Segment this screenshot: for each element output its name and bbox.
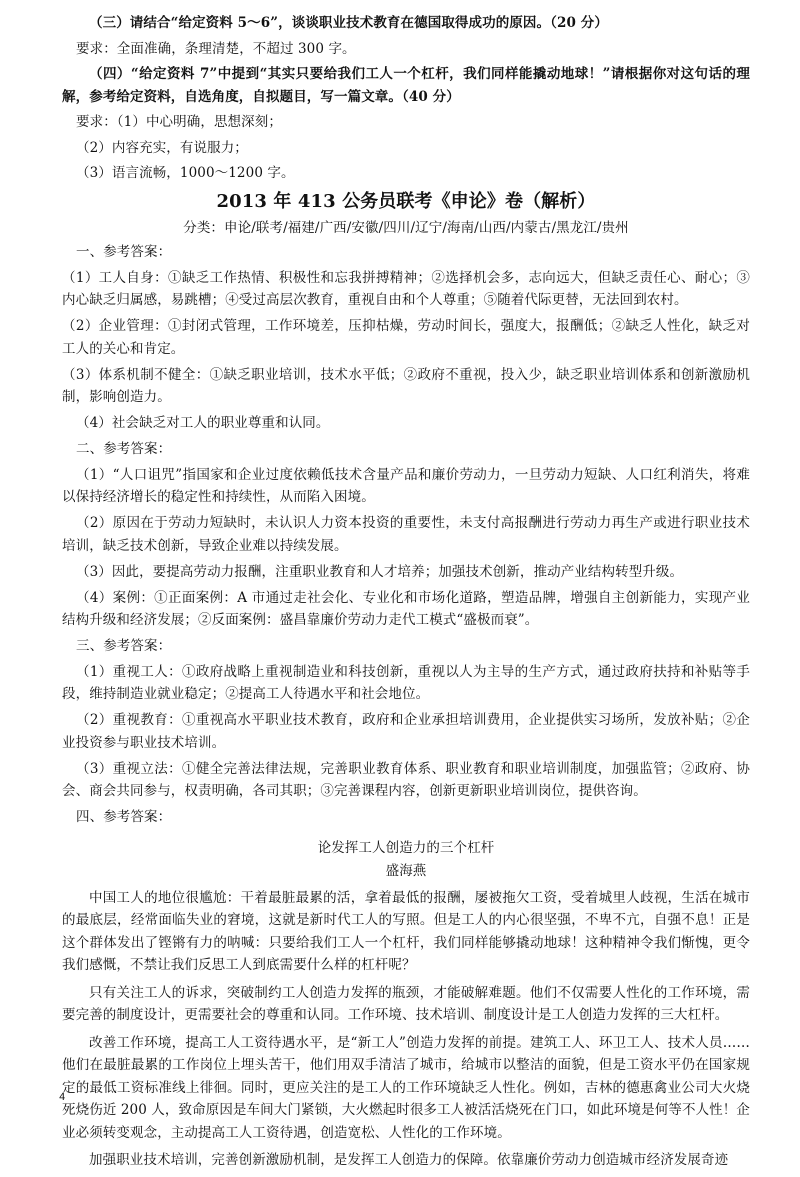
- question-4-requirement-3: （3）语言流畅，1000～1200 字。: [76, 165, 295, 181]
- question-4-requirement-2: （2）内容充实，有说服力；: [76, 139, 248, 156]
- question-4-requirement-1: 要求：（1）中心明确，思想深刻；: [76, 114, 282, 130]
- section-1-item: （4）社会缺乏对工人的职业尊重和认同。: [76, 415, 330, 431]
- page-content: [62, 12, 750, 1177]
- section-3-item: （2）重视教育：①重视高水平职业技术教育，政府和企业承担培训费用，企业提供实习场所，发放补贴；②企业投资参与职业技术培训。: [62, 712, 750, 751]
- section-4-heading: 四、参考答案：: [76, 809, 172, 825]
- essay-paragraph: 只有关注工人的诉求，突破制约工人创造力发挥的瓶颈，才能破解难题。他们不仅需要人性化的工作环境，需要完善的制度设计，更需要社会的尊重和认同。工作环境、技术培训、制度设计是工人创造力发挥的三大杠杆。: [62, 984, 750, 1023]
- section-1-item: （3）体系机制不健全：①缺乏职业培训，技术水平低；②政府不重视，投入少，缺乏职业培训体系和创新激励机制，影响创造力。: [62, 366, 750, 405]
- essay-paragraph: 加强职业技术培训，完善创新激励机制，是发挥工人创造力的保障。依靠廉价劳动力创造城市经济发展奇迹: [89, 1152, 729, 1168]
- question-3: （三）请结合“给定资料 5～6”，谈谈职业技术教育在德国取得成功的原因。（20 分）: [89, 15, 608, 31]
- document-title: 2013 年 413 公务员联考《申论》卷（解析）: [216, 190, 596, 212]
- section-3-item: （3）重视立法：①健全完善法律法规，完善职业教育体系、职业教育和职业培训制度，加强监管；②政府、协会、商会共同参与，权责明确，各司其职；③完善课程内容，创新更新职业培训岗位，提供咨询。: [62, 760, 750, 799]
- section-3-item: （1）重视工人：①政府战略上重视制造业和科技创新，重视以人为主导的生产方式，通过政府扶持和补贴等手段，维持制造业就业稳定；②提高工人待遇水平和社会地位。: [62, 663, 750, 702]
- question-3-requirement: 要求：全面准确，条理清楚，不超过 300 字。: [76, 40, 356, 57]
- question-4: （四）“给定资料 7”中提到“其实只要给我们工人一个杠杆，我们同样能撬动地球！”请根据你对这句话的理解，参考给定资料，自选角度，自拟题目，写一篇文章。（40 分）: [62, 66, 750, 105]
- page-number: 4: [59, 1092, 66, 1103]
- essay-paragraph: 中国工人的地位很尴尬：干着最脏最累的活，拿着最低的报酬，屡被拖欠工资，受着城里人歧视，生活在城市的最底层，经常面临失业的窘境，这就是新时代工人的写照。但是工人的内心很坚强，不卑不亢，自强不息！正是这个群体发出了铿锵有力的呐喊：只要给我们工人一个杠杆，我们同样能够撬动地球！这种精神令我们惭愧，更令我们感慨，不禁让我们反思工人到底需要什么样的杠杆呢？: [62, 889, 750, 973]
- category-line: 分类：申论/联考/福建/广西/安徽/四川/辽宁/海南/山西/内蒙古/黑龙江/贵州: [183, 219, 629, 236]
- section-2-item: （2）原因在于劳动力短缺时，未认识人力资本投资的重要性，未支付高报酬进行劳动力再生产或进行职业技术培训，缺乏技术创新，导致企业难以持续发展。: [62, 515, 750, 554]
- essay-title: 论发挥工人创造力的三个杠杆: [317, 839, 495, 856]
- section-2-heading: 二、参考答案：: [76, 441, 172, 457]
- essay-paragraph: 改善工作环境，提高工人工资待遇水平，是“新工人”创造力发挥的前提。建筑工人、环卫工人、技术人员……他们在最脏最累的工作岗位上埋头苦干，他们用双手清洁了城市，给城市以整洁的面貌，但是工资水平仍在国家规定的最低工资标准线上徘徊。同时，更应关注的是工人的工作环境缺乏人性化。例如，吉林的德惠禽业公司大火烧死烧伤近 200 人，致命原因是车间大门紧锁，大火燃起时很多工人被活活烧死在门口，如此环境是何等不人性！企业必须转变观念，主动提高工人工资待遇，创造宽松、人性化的工作环境。: [62, 1034, 750, 1141]
- section-2-item: （4）案例：①正面案例：A 市通过走社会化、专业化和市场化道路，塑造品牌，增强自主创新能力，实现产业结构升级和经济发展；②反面案例：盛昌靠廉价劳动力走代工模式“盛极而衰”。: [62, 589, 750, 628]
- section-3-heading: 三、参考答案：: [76, 638, 172, 654]
- section-1-heading: 一、参考答案：: [76, 244, 172, 260]
- section-2-item: （1）“人口诅咒”指国家和企业过度依赖低技术含量产品和廉价劳动力，一旦劳动力短缺、人口红利消失，将难以保持经济增长的稳定性和持续性，从而陷入困境。: [62, 466, 750, 505]
- section-2-item: （3）因此，要提高劳动力报酬，注重职业教育和人才培养；加强技术创新，推动产业结构转型升级。: [76, 563, 684, 580]
- essay-author: 盛海燕: [385, 863, 427, 879]
- section-1-item: （2）企业管理：①封闭式管理，工作环境差，压抑枯燥，劳动时间长，强度大，报酬低；②缺乏人性化，缺乏对工人的关心和肯定。: [62, 318, 750, 357]
- section-1-item: （1）工人自身：①缺乏工作热情、积极性和忘我拼搏精神；②选择机会多，志向远大，但缺乏责任心、耐心；③内心缺乏归属感，易跳槽；④受过高层次教育，重视自由和个人尊重；⑤随着代际更替，无法回到农村。: [62, 269, 750, 308]
